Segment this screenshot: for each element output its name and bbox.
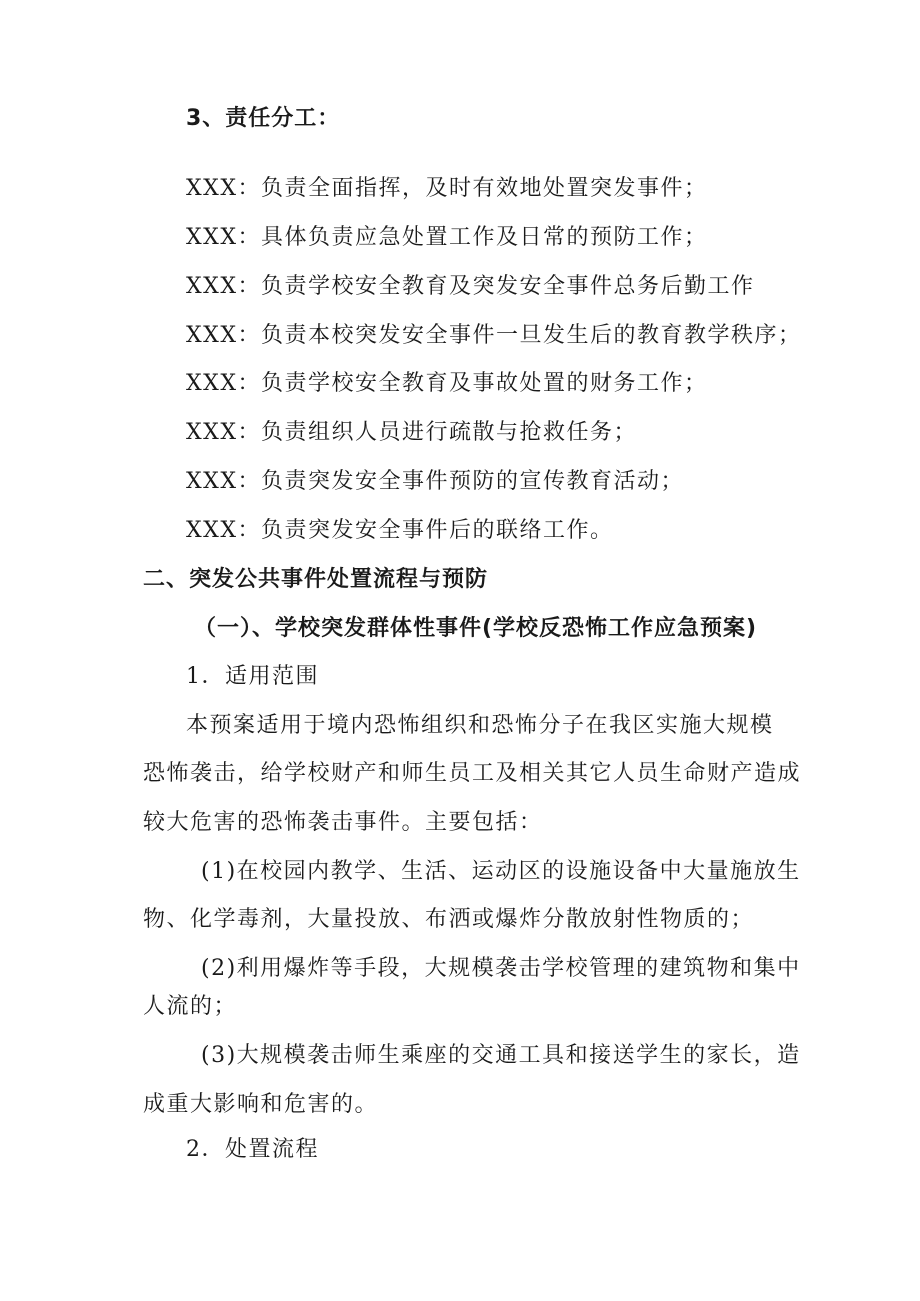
case-1-line-1: (1)在校园内教学、生活、运动区的设施设备中大量施放生 bbox=[201, 859, 801, 884]
duty-line-7: XXX：负责突发安全事件预防的宣传教育活动； bbox=[186, 469, 684, 494]
case-3-line-1: (3)大规模袭击师生乘座的交通工具和接送学生的家长，造 bbox=[201, 1043, 801, 1068]
item-1-paragraph-line-1: 本预案适用于境内恐怖组织和恐怖分子在我区实施大规模 bbox=[186, 713, 774, 738]
item-2-heading: 2．处置流程 bbox=[186, 1137, 319, 1162]
duty-line-1: XXX：负责全面指挥，及时有效地处置突发事件； bbox=[186, 176, 708, 201]
item-1-paragraph-line-2: 恐怖袭击，给学校财产和师生员工及相关其它人员生命财产造成 bbox=[143, 761, 802, 786]
section-3-heading: 3、责任分工： bbox=[186, 106, 341, 131]
duty-line-2: XXX：具体负责应急处置工作及日常的预防工作； bbox=[186, 225, 708, 250]
item-1-heading: 1．适用范围 bbox=[186, 664, 319, 689]
duty-line-6: XXX：负责组织人员进行疏散与抢救任务； bbox=[186, 420, 637, 445]
case-1-line-2: 物、化学毒剂，大量投放、布洒或爆炸分散放射性物质的； bbox=[143, 907, 755, 932]
duty-line-3: XXX：负责学校安全教育及突发安全事件总务后勤工作 bbox=[186, 274, 755, 299]
duty-line-4: XXX：负责本校突发安全事件一旦发生后的教育教学秩序； bbox=[186, 323, 802, 348]
case-2-line-1: (2)利用爆炸等手段，大规模袭击学校管理的建筑物和集中 bbox=[201, 956, 801, 981]
item-1-paragraph-line-3: 较大危害的恐怖袭击事件。主要包括： bbox=[143, 810, 543, 835]
case-2-line-2: 人流的； bbox=[143, 994, 238, 1019]
section-two-subheading: （一）、学校突发群体性事件(学校反恐怖工作应急预案) bbox=[194, 616, 758, 641]
duty-line-5: XXX：负责学校安全教育及事故处置的财务工作； bbox=[186, 371, 708, 396]
duty-line-8: XXX：负责突发安全事件后的联络工作。 bbox=[186, 518, 614, 543]
section-two-heading: 二、突发公共事件处置流程与预防 bbox=[143, 567, 489, 592]
case-3-line-2: 成重大影响和危害的。 bbox=[143, 1092, 379, 1117]
